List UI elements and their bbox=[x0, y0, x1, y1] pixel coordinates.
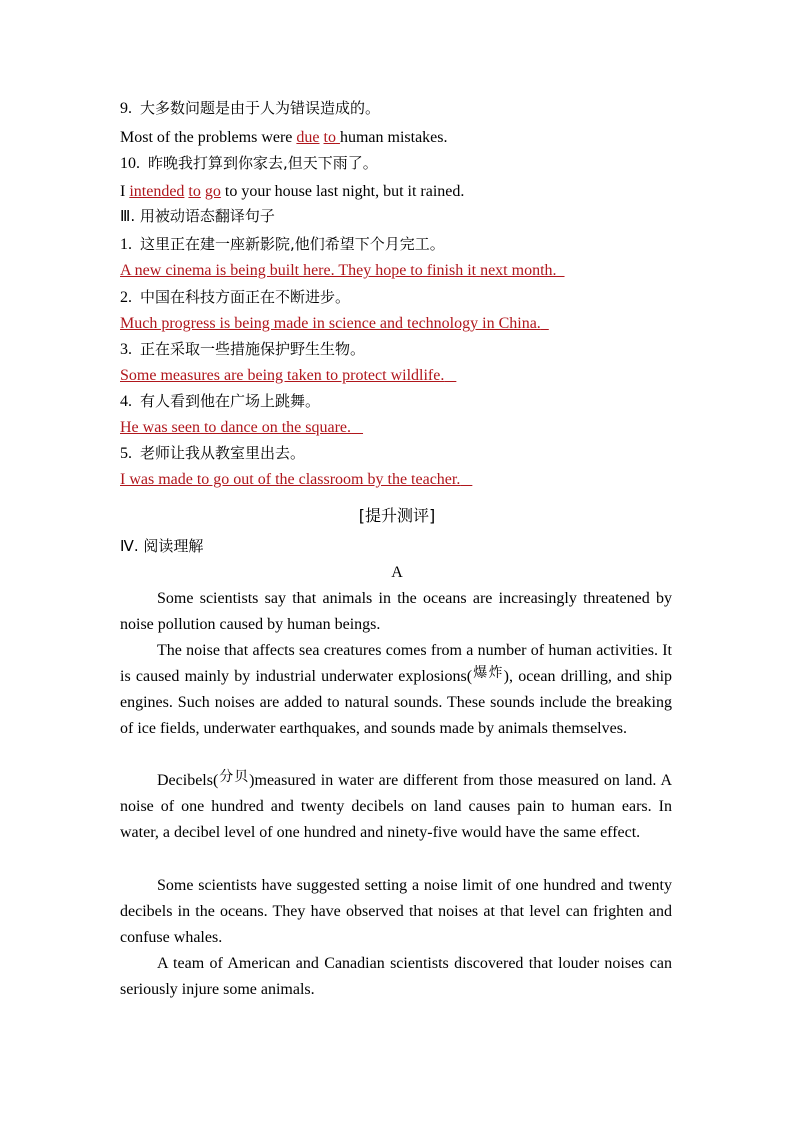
s3-item-3-answer-text: Some measures are being taken to protect wildlife. bbox=[120, 367, 445, 384]
s3-item-1-answer bbox=[120, 261, 565, 281]
q10-en-pre: I bbox=[120, 183, 130, 200]
s3-item-4-answer-text: He was seen to dance on the square. bbox=[120, 419, 352, 436]
q9-answer bbox=[120, 128, 448, 148]
p3-text-b: )measured in water are different from those measured on land. A noise of one hundred and twenty decibels on land causes pain to human ears. In water, a decibel level of one hundred and ninety-five would have the same effect. bbox=[120, 772, 673, 841]
s3-item-4-answer bbox=[120, 418, 363, 438]
s3-item-5-chinese: 老师让我从教室里出去。 bbox=[140, 444, 306, 462]
passage-paragraph-3 bbox=[120, 768, 672, 846]
p3-text-a: Decibels( bbox=[157, 772, 219, 789]
q9-number: 9. bbox=[120, 100, 132, 117]
s3-item-5-answer-text: I was made to go out of the classroom by the teacher. bbox=[120, 471, 461, 488]
q10-number: 10. bbox=[120, 155, 140, 172]
passage-label: A bbox=[391, 564, 403, 581]
passage-paragraph-2 bbox=[120, 638, 672, 742]
s3-item-5-answer bbox=[120, 470, 472, 490]
q9-en-post: human mistakes. bbox=[339, 129, 448, 146]
q9-en-pre: Most of the problems were bbox=[120, 129, 297, 146]
q10-chinese: 昨晚我打算到你家去,但天下雨了。 bbox=[148, 154, 378, 172]
s3-item-2-answer-text: Much progress is being made in science and technology in China. bbox=[120, 315, 541, 332]
s3-item-3-number: 3. bbox=[120, 341, 132, 358]
q10-blank-1: intended bbox=[129, 183, 185, 200]
passage-paragraph-1: Some scientists say that animals in the oceans are increasingly threatened by noise pollution caused by human beings. bbox=[120, 590, 672, 633]
p2-gloss: 爆炸 bbox=[472, 665, 504, 681]
passage-paragraph-4: Some scientists have suggested setting a noise limit of one hundred and twenty decibels in the oceans. They have observed that noises at that level can frighten and confuse whales. bbox=[120, 877, 672, 946]
section-3-heading: Ⅲ. 用被动语态翻译句子 bbox=[120, 207, 275, 225]
p2-text-b: ), ocean drilling, and ship engines. Such noises are added to natural sounds. These sounds include the breaking of ice fields, underwater earthquakes, and sounds made by animals themselves. bbox=[120, 668, 673, 737]
s3-item-4-chinese: 有人看到他在广场上跳舞。 bbox=[140, 392, 321, 410]
q10-answer bbox=[120, 182, 464, 202]
s3-item-2-number: 2. bbox=[120, 289, 132, 306]
s3-item-1-chinese: 这里正在建一座新影院,他们希望下个月完工。 bbox=[140, 235, 445, 253]
section-4-heading: Ⅳ. 阅读理解 bbox=[120, 537, 204, 555]
s3-item-2-prompt bbox=[120, 287, 350, 308]
s3-item-1-number: 1. bbox=[120, 236, 132, 253]
s3-item-1-answer-text: A new cinema is being built here. They hope to finish it next month. bbox=[120, 262, 557, 279]
q10-en-post: to your house last night, but it rained. bbox=[220, 183, 465, 200]
q10-blank-2: to bbox=[188, 183, 201, 200]
s3-item-4-prompt bbox=[120, 391, 320, 412]
q10-blank-3: go bbox=[204, 183, 221, 200]
s3-item-3-prompt bbox=[120, 339, 365, 360]
p2-text-a: The noise that affects sea creatures comes from a number of human activities. It is caused mainly by industrial underwater explosions( bbox=[120, 642, 672, 685]
q9-blank-1: due bbox=[296, 129, 320, 146]
p3-gloss: 分贝 bbox=[218, 769, 250, 785]
q9-blank-2: to bbox=[323, 129, 336, 146]
s3-item-3-chinese: 正在采取一些措施保护野生生物。 bbox=[140, 340, 366, 358]
s3-item-2-answer bbox=[120, 314, 549, 334]
s3-item-2-chinese: 中国在科技方面正在不断进步。 bbox=[140, 288, 351, 306]
passage-paragraph-5: A team of American and Canadian scientists discovered that louder noises can seriously injure some animals. bbox=[120, 955, 672, 998]
q9-prompt bbox=[120, 98, 380, 119]
s3-item-1-prompt bbox=[120, 234, 445, 255]
s3-item-4-number: 4. bbox=[120, 393, 132, 410]
q10-prompt bbox=[120, 153, 378, 174]
q9-chinese: 大多数问题是由于人为错误造成的。 bbox=[140, 99, 381, 117]
s3-item-5-prompt bbox=[120, 443, 305, 464]
improve-title: [提升测评] bbox=[358, 506, 436, 525]
s3-item-5-number: 5. bbox=[120, 445, 132, 462]
s3-item-3-answer bbox=[120, 366, 456, 386]
